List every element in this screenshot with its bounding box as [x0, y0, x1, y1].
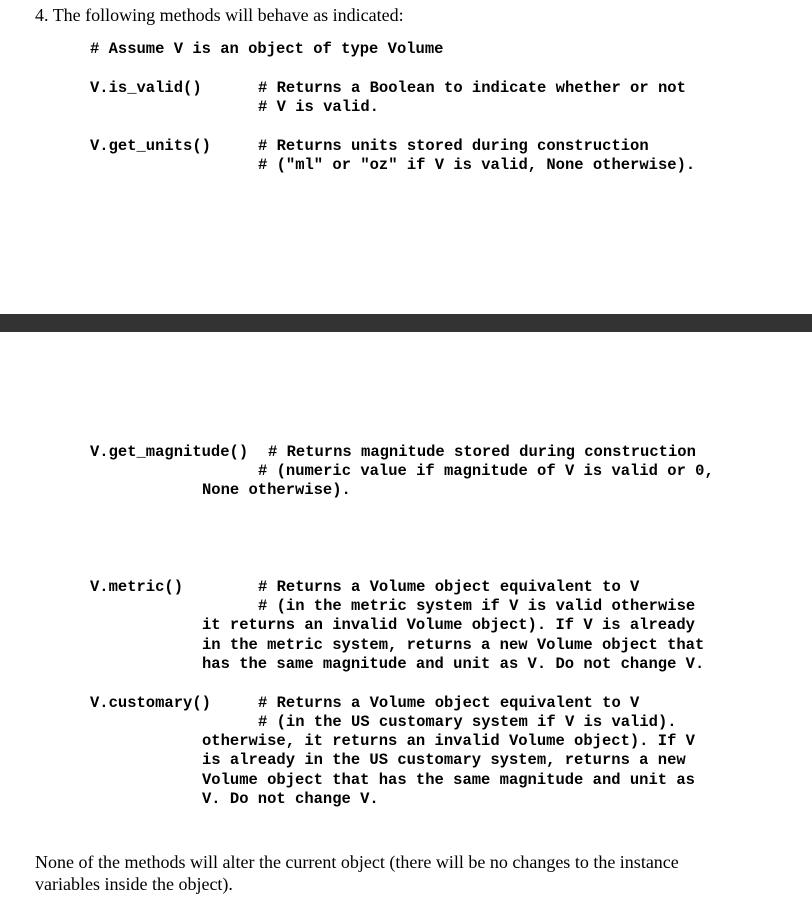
metric-comment-line: in the metric system, returns a new Volume object that	[202, 636, 705, 654]
page-break-bar	[0, 314, 812, 332]
customary-comment-line: Volume object that has the same magnitude and unit as	[202, 771, 695, 789]
question-heading	[35, 4, 404, 26]
is-valid-signature: V.is_valid()	[90, 79, 202, 97]
metric-comment-line: it returns an invalid Volume object). If V is already	[202, 616, 695, 634]
get-units-signature: V.get_units()	[90, 137, 211, 155]
get-magnitude-comment-line: # Returns magnitude stored during construction	[268, 443, 696, 461]
customary-comment-line: V. Do not change V.	[202, 790, 379, 808]
footer-note-line: variables inside the object).	[35, 874, 233, 894]
customary-comment-line: # Returns a Volume object equivalent to V	[258, 694, 640, 712]
customary-comment-line: is already in the US customary system, returns a new	[202, 751, 686, 769]
metric-comment-line: # Returns a Volume object equivalent to V	[258, 578, 640, 596]
get-magnitude-signature: V.get_magnitude()	[90, 443, 249, 461]
code-assume-comment: # Assume V is an object of type Volume	[90, 40, 444, 58]
get-units-comment-line: # ("ml" or "oz" if V is valid, None otherwise).	[258, 156, 696, 174]
is-valid-comment-line: # V is valid.	[258, 98, 379, 116]
get-magnitude-comment-line: # (numeric value if magnitude of V is valid or 0,	[258, 462, 714, 480]
footer-note-line: None of the methods will alter the current object (there will be no changes to the instance	[35, 852, 679, 872]
get-units-comment-line: # Returns units stored during construction	[258, 137, 649, 155]
customary-comment-line: otherwise, it returns an invalid Volume object). If V	[202, 732, 695, 750]
metric-comment-line: has the same magnitude and unit as V. Do not change V.	[202, 655, 705, 673]
question-number: 4.	[35, 5, 49, 25]
customary-comment-line: # (in the US customary system if V is valid).	[258, 713, 677, 731]
is-valid-comment-line: # Returns a Boolean to indicate whether or not	[258, 79, 686, 97]
metric-comment-line: # (in the metric system if V is valid otherwise	[258, 597, 696, 615]
get-magnitude-comment-line: None otherwise).	[202, 481, 351, 499]
metric-signature: V.metric()	[90, 578, 184, 596]
customary-signature: V.customary()	[90, 694, 211, 712]
question-text: The following methods will behave as indicated:	[52, 5, 404, 25]
